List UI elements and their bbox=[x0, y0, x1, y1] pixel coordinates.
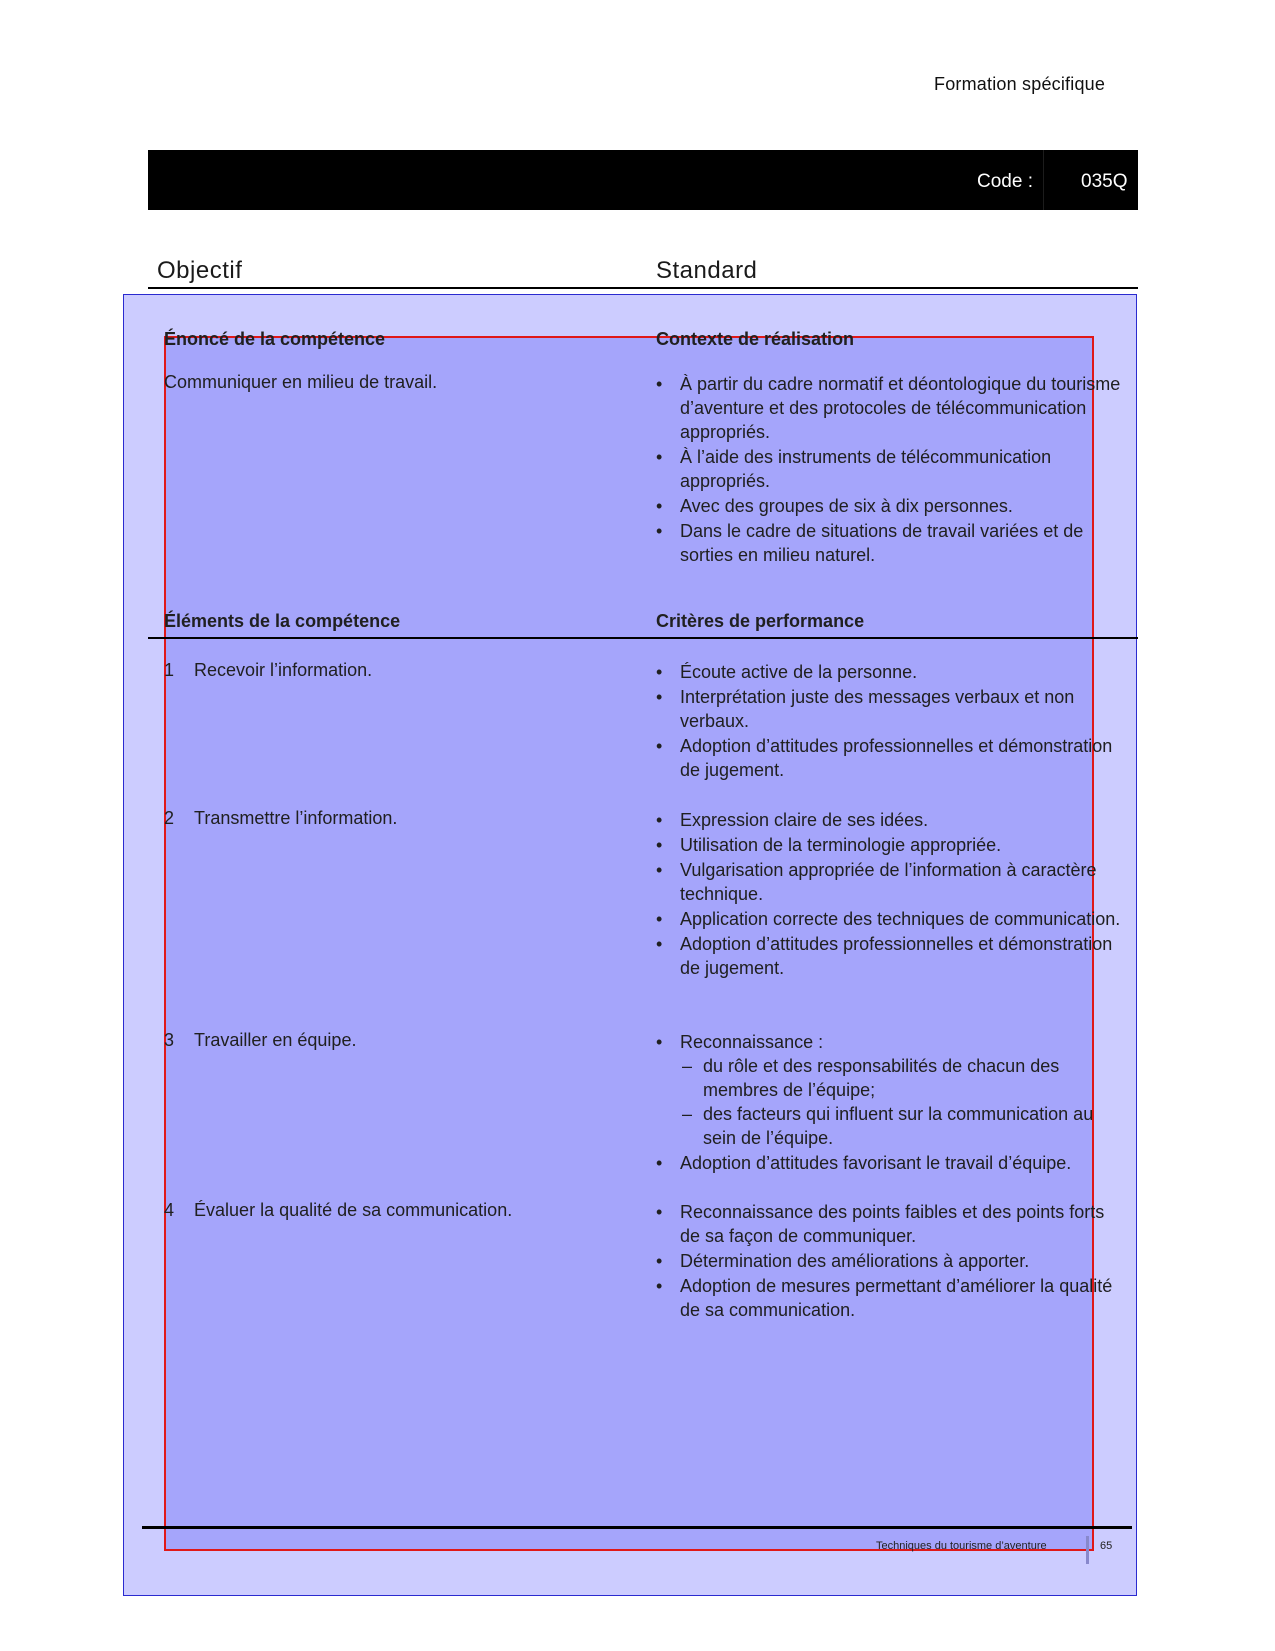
title-rule bbox=[148, 287, 1138, 289]
criteria-list bbox=[656, 1030, 1126, 1176]
sub-criterion-item: – des facteurs qui influent sur la communication au sein de l’équipe. bbox=[680, 1102, 1126, 1150]
context-item: • Avec des groupes de six à dix personnes. bbox=[656, 494, 1126, 518]
context-item: • À partir du cadre normatif et déontologique du tourisme d’aventure et des protocoles de télécommunication appropriés. bbox=[656, 372, 1126, 444]
footer-program-name: Techniques du tourisme d’aventure bbox=[876, 1540, 1047, 1552]
section-rule bbox=[148, 637, 1138, 639]
criterion-item: • Application correcte des techniques de communication. bbox=[656, 907, 1126, 931]
criterion-item: • Adoption de mesures permettant d’améliorer la qualité de sa communication. bbox=[656, 1274, 1126, 1322]
footer-divider bbox=[1086, 1536, 1089, 1564]
criterion-item: • Adoption d’attitudes professionnelles et démonstration de jugement. bbox=[656, 932, 1126, 980]
sub-criterion-item: – du rôle et des responsabilités de chacun des membres de l’équipe; bbox=[680, 1054, 1126, 1102]
context-item: • À l’aide des instruments de télécommunication appropriés. bbox=[656, 445, 1126, 493]
element-label: Travailler en équipe. bbox=[194, 1030, 357, 1050]
objective-title: Objectif bbox=[157, 257, 243, 284]
criterion-item: • Reconnaissance des points faibles et des points forts de sa façon de communiquer. bbox=[656, 1200, 1126, 1248]
criterion-item bbox=[656, 1030, 1126, 1150]
competence-statement-heading: Énoncé de la compétence bbox=[164, 329, 386, 349]
context-heading: Contexte de réalisation bbox=[656, 329, 855, 349]
footer-rule bbox=[142, 1526, 1132, 1529]
criterion-item: • Adoption d’attitudes professionnelles et démonstration de jugement. bbox=[656, 734, 1126, 782]
context-item: • Dans le cadre de situations de travail variées et de sorties en milieu naturel. bbox=[656, 519, 1126, 567]
criterion-item: • Expression claire de ses idées. bbox=[656, 808, 1126, 832]
element-label: Transmettre l’information. bbox=[194, 808, 398, 828]
element-item bbox=[164, 808, 654, 829]
criterion-item: • Adoption d’attitudes favorisant le travail d’équipe. bbox=[656, 1151, 1126, 1175]
criterion-item: • Utilisation de la terminologie appropriée. bbox=[656, 833, 1126, 857]
element-label: Recevoir l’information. bbox=[194, 660, 373, 680]
code-value: 035Q bbox=[1081, 171, 1128, 192]
element-item bbox=[164, 1200, 654, 1221]
standard-title: Standard bbox=[656, 257, 758, 284]
element-label: Évaluer la qualité de sa communication. bbox=[194, 1200, 513, 1220]
criteria-list bbox=[656, 808, 1126, 981]
element-item bbox=[164, 1030, 654, 1051]
criterion-item: • Écoute active de la personne. bbox=[656, 660, 1126, 684]
program-type-label: Formation spécifique bbox=[934, 74, 1106, 94]
criterion-intro: Reconnaissance : bbox=[680, 1032, 824, 1052]
element-number: 3 bbox=[164, 1030, 175, 1050]
element-item bbox=[164, 660, 654, 681]
criterion-item: • Vulgarisation appropriée de l’information à caractère technique. bbox=[656, 858, 1126, 906]
elements-heading: Éléments de la compétence bbox=[164, 611, 401, 631]
competence-statement: Communiquer en milieu de travail. bbox=[164, 372, 438, 392]
page-number: 65 bbox=[1100, 1540, 1113, 1552]
code-label: Code : bbox=[977, 171, 1033, 192]
criteria-list bbox=[656, 660, 1126, 783]
code-divider bbox=[1043, 150, 1044, 210]
criteria-heading: Critères de performance bbox=[656, 611, 865, 631]
criterion-item: • Détermination des améliorations à apporter. bbox=[656, 1249, 1126, 1273]
criteria-list bbox=[656, 1200, 1126, 1323]
element-number: 4 bbox=[164, 1200, 175, 1220]
element-number: 1 bbox=[164, 660, 175, 680]
element-number: 2 bbox=[164, 808, 175, 828]
criterion-item: • Interprétation juste des messages verbaux et non verbaux. bbox=[656, 685, 1126, 733]
context-list bbox=[656, 372, 1126, 568]
